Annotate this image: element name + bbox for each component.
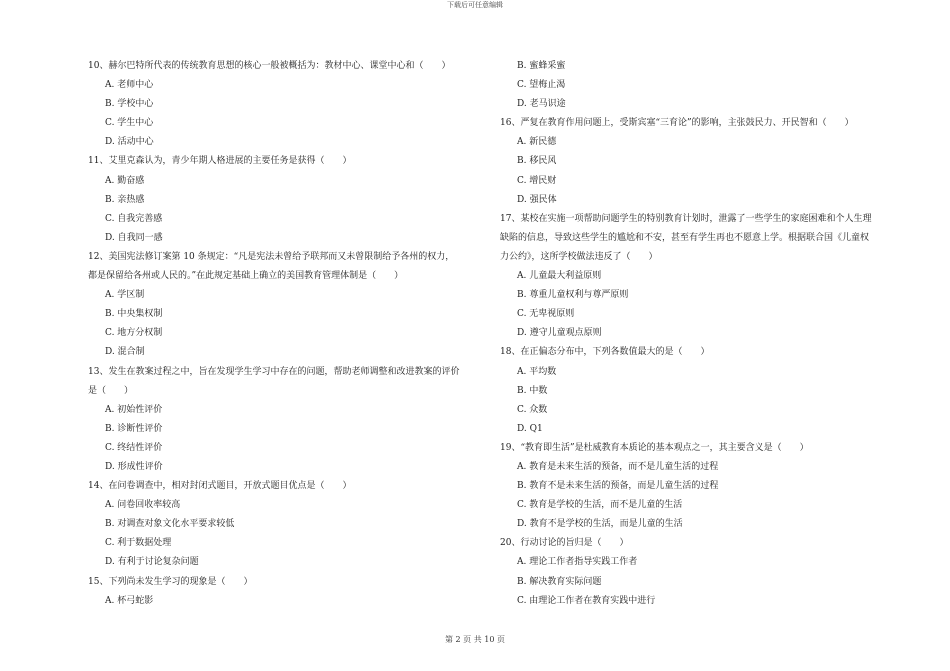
answer-option: D. Q1 <box>517 423 543 434</box>
answer-option: B. 中数 <box>517 385 548 396</box>
question-text: 19、“教育即生活”是杜威教育本质论的基本观点之一，其主要含义是（ ） <box>500 442 809 453</box>
answer-option: A. 教育是未来生活的预备，而不是儿童生活的过程 <box>517 461 719 472</box>
answer-option: D. 遵守儿童观点原则 <box>517 328 602 339</box>
answer-option: A. 儿童最大利益原则 <box>517 271 602 282</box>
answer-option: D. 形成性评价 <box>105 461 163 472</box>
question-text: 10、赫尔巴特所代表的传统教育思想的核心一般被概括为：教材中心、课堂中心和（ ） <box>88 61 451 71</box>
answer-option: C. 望梅止渴 <box>517 80 566 91</box>
answer-option: A. 杯弓蛇影 <box>105 595 154 606</box>
right-column <box>500 57 900 611</box>
answer-option: C. 无卑视原则 <box>517 309 575 320</box>
answer-option: C. 地方分权制 <box>105 328 163 339</box>
answer-option: B. 诊断性评价 <box>105 423 163 434</box>
answer-option: D. 混合制 <box>105 347 145 358</box>
answer-option: A. 勤奋感 <box>105 175 145 186</box>
question-text: 17、某校在实施一项帮助问题学生的特别教育计划时，泄露了一些学生的家庭困难和个人生理 <box>500 213 872 224</box>
question-text: 都是保留给各州或人民的。”在此规定基础上确立的美国教育管理体制是（ ） <box>88 271 404 282</box>
answer-option: C. 众数 <box>517 404 548 415</box>
answer-option: B. 教育不是未来生活的预备，而是儿童生活的过程 <box>517 481 719 492</box>
answer-option: A. 老师中心 <box>105 80 154 91</box>
question-text: 12、美国宪法修订案第 10 条规定：“凡是宪法未曾给予联邦而又未曾限制给予各州的权力， <box>88 251 455 262</box>
question-text: 20、行动讨论的旨归是（ ） <box>500 538 629 549</box>
question-text: 14、在问卷调查中，相对封闭式题目，开放式题目优点是（ ） <box>88 481 352 492</box>
answer-option: C. 终结性评价 <box>105 442 163 453</box>
page-header: 下载后可任意编辑 <box>447 1 503 9</box>
answer-option: C. 教育是学校的生活，而不是儿童的生活 <box>517 500 683 511</box>
question-text: 18、在正偏态分布中，下列各数值最大的是（ ） <box>500 347 710 358</box>
answer-option: D. 老马识途 <box>517 99 566 110</box>
question-text: 16、严复在教育作用问题上，受斯宾塞“三育论”的影响，主张鼓民力、开民智和（ ） <box>500 118 854 129</box>
answer-option: A. 平均数 <box>517 366 557 377</box>
question-text: 是（ ） <box>88 385 134 396</box>
answer-option: C. 利于数据处理 <box>105 538 172 549</box>
question-text: 13、发生在教案过程之中，旨在发现学生学习中存在的问题，帮助老师调整和改进教案的评价 <box>88 366 460 377</box>
question-text: 缺陷的信息，导致这些学生的尴尬和不安，甚至有学生再也不愿意上学。根据联合国《儿童权 <box>500 232 870 243</box>
answer-option: B. 解决教育实际问题 <box>517 576 602 587</box>
answer-option: B. 亲热感 <box>105 194 145 205</box>
answer-option: D. 有利于讨论复杂问题 <box>105 557 199 568</box>
answer-option: B. 中央集权制 <box>105 309 163 320</box>
answer-option: C. 由理论工作者在教育实践中进行 <box>517 595 656 606</box>
answer-option: C. 增民财 <box>517 175 557 186</box>
question-text: 力公约》，这所学校做法违反了（ ） <box>500 251 658 262</box>
answer-option: D. 教育不是学校的生活，而是儿童的生活 <box>517 519 683 530</box>
answer-option: C. 自我完善感 <box>105 213 163 224</box>
question-text: 15、下列尚未发生学习的现象是（ ） <box>88 576 253 587</box>
answer-option: B. 蜜蜂采蜜 <box>517 61 566 71</box>
answer-option: D. 自我同一感 <box>105 232 163 243</box>
page-footer: 第 2 页 共 10 页 <box>445 635 505 644</box>
question-text: 11、艾里克森认为，青少年期人格进展的主要任务是获得（ ） <box>88 156 352 167</box>
answer-option: B. 移民风 <box>517 156 557 167</box>
answer-option: B. 尊重儿童权利与尊严原则 <box>517 290 629 301</box>
left-column <box>88 57 488 611</box>
answer-option: B. 对调查对象文化水平要求较低 <box>105 519 235 530</box>
answer-option: A. 新民德 <box>517 137 557 148</box>
answer-option: A. 初始性评价 <box>105 404 163 415</box>
answer-option: B. 学校中心 <box>105 99 154 110</box>
answer-option: A. 学区制 <box>105 290 145 301</box>
answer-option: D. 强民体 <box>517 194 557 205</box>
answer-option: A. 问卷回收率较高 <box>105 500 181 511</box>
answer-option: D. 活动中心 <box>105 137 154 148</box>
answer-option: A. 理论工作者指导实践工作者 <box>517 557 638 568</box>
answer-option: C. 学生中心 <box>105 118 154 129</box>
